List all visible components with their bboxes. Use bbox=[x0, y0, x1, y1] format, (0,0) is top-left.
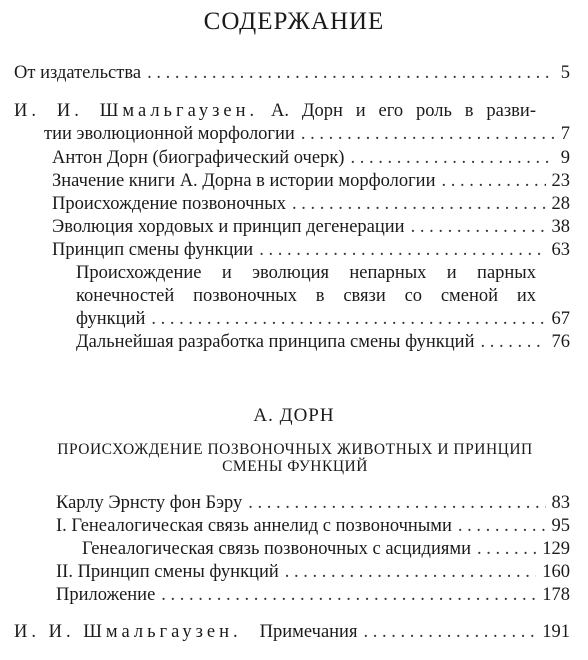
leader-dots bbox=[285, 561, 536, 583]
toc-entry-from-publisher[interactable] bbox=[14, 62, 570, 84]
toc-page-number: 160 bbox=[542, 562, 570, 582]
leader-dots bbox=[350, 147, 554, 169]
toc-entry-limbs-line3[interactable] bbox=[76, 308, 570, 330]
author-heading: А. ДОРН bbox=[253, 405, 335, 426]
toc-entry-label: Происхождение и эволюция непарных и парных bbox=[76, 263, 536, 283]
toc-entry-label: А. Дорн и его роль в разви- bbox=[271, 101, 536, 121]
toc-page-number: 95 bbox=[551, 516, 570, 536]
leader-dots bbox=[458, 515, 546, 537]
toc-entry-label: функций bbox=[76, 309, 146, 329]
toc-entry-limbs-line2[interactable] bbox=[76, 285, 536, 308]
toc-entry-label: Генеалогическая связь позвоночных с асцидиями bbox=[82, 539, 471, 559]
leader-dots bbox=[301, 123, 555, 145]
leader-dots bbox=[161, 584, 536, 606]
page-title: СОДЕРЖАНИЕ bbox=[203, 8, 385, 35]
leader-dots bbox=[441, 170, 545, 192]
leader-dots bbox=[259, 239, 545, 261]
toc-entry-label: конечностей позвоночных в связи со сменой их bbox=[76, 286, 536, 306]
toc-entry-function-change-principle[interactable] bbox=[56, 561, 570, 583]
toc-page-number: 38 bbox=[551, 217, 570, 237]
toc-page-number: 67 bbox=[551, 309, 570, 329]
leader-dots bbox=[147, 62, 555, 84]
toc-entry-notes[interactable] bbox=[14, 621, 570, 643]
toc-entry-label: От издательства bbox=[14, 63, 142, 83]
toc-page-number: 178 bbox=[542, 585, 570, 605]
toc-entry-limbs-line1[interactable] bbox=[76, 262, 536, 285]
toc-page-number: 76 bbox=[551, 332, 570, 352]
toc-page-number: 129 bbox=[542, 539, 570, 559]
toc-page-number: 83 bbox=[551, 493, 570, 513]
toc-entry-label: Эволюция хордовых и принцип дегенерации bbox=[52, 217, 405, 237]
toc-page-number: 5 bbox=[560, 63, 570, 83]
toc-entry-label: I. Генеалогическая связь аннелид с позвоночными bbox=[56, 516, 452, 536]
toc-entry-schmalhausen-essay-line2[interactable] bbox=[44, 123, 570, 145]
toc-entry-book-significance[interactable] bbox=[52, 170, 570, 192]
toc-page-number: 28 bbox=[551, 194, 570, 214]
toc-entry-label: Карлу Эрнсту фон Бэру bbox=[56, 493, 243, 513]
toc-page-number: 23 bbox=[551, 171, 570, 191]
toc-entry-label: Примечания bbox=[259, 622, 358, 642]
toc-entry-appendix[interactable] bbox=[56, 584, 570, 606]
toc-entry-schmalhausen-essay-line1[interactable] bbox=[14, 100, 536, 123]
toc-entry-label: Приложение bbox=[56, 585, 156, 605]
author-name: И. И. Шмальгаузен. bbox=[14, 101, 259, 121]
toc-page-number: 9 bbox=[560, 148, 570, 168]
toc-entry-function-change[interactable] bbox=[52, 239, 570, 261]
leader-dots bbox=[411, 216, 546, 238]
toc-entry-label: Значение книги А. Дорна в истории морфологии bbox=[52, 171, 436, 191]
toc-entry-label: Дальнейшая разработка принципа смены функций bbox=[76, 332, 475, 352]
toc-page-number: 63 bbox=[551, 240, 570, 260]
leader-dots bbox=[480, 331, 545, 353]
toc-entry-label: Принцип смены функции bbox=[52, 240, 254, 260]
toc-entry-label: тии эволюционной морфологии bbox=[44, 124, 295, 144]
toc-entry-ascidian-genealogy[interactable] bbox=[82, 538, 570, 560]
leader-dots bbox=[248, 492, 545, 514]
leader-dots bbox=[477, 538, 536, 560]
toc-entry-chordate-evolution[interactable] bbox=[52, 216, 570, 238]
toc-entry-further-development[interactable] bbox=[76, 331, 570, 353]
leader-dots bbox=[363, 621, 536, 643]
leader-dots bbox=[151, 308, 545, 330]
toc-entry-vertebrate-origin[interactable] bbox=[52, 193, 570, 215]
toc-page-number: 7 bbox=[560, 124, 570, 144]
toc-entry-label: Происхождение позвоночных bbox=[52, 194, 286, 214]
book-title-line1: ПРОИСХОЖДЕНИЕ ПОЗВОНОЧНЫХ ЖИВОТНЫХ И ПРИНЦИП bbox=[57, 441, 533, 458]
book-title-line2: СМЕНЫ ФУНКЦИЙ bbox=[222, 458, 368, 475]
toc-entry-dedication[interactable] bbox=[56, 492, 570, 514]
author-name: И. И. Шмальгаузен. bbox=[14, 622, 242, 642]
toc-entry-dohrn-biography[interactable] bbox=[52, 147, 570, 169]
toc-entry-label: Антон Дорн (биографический очерк) bbox=[52, 148, 345, 168]
toc-entry-label: II. Принцип смены функций bbox=[56, 562, 279, 582]
leader-dots bbox=[292, 193, 546, 215]
toc-page-number: 191 bbox=[542, 622, 570, 642]
toc-entry-annelid-genealogy[interactable] bbox=[56, 515, 570, 537]
